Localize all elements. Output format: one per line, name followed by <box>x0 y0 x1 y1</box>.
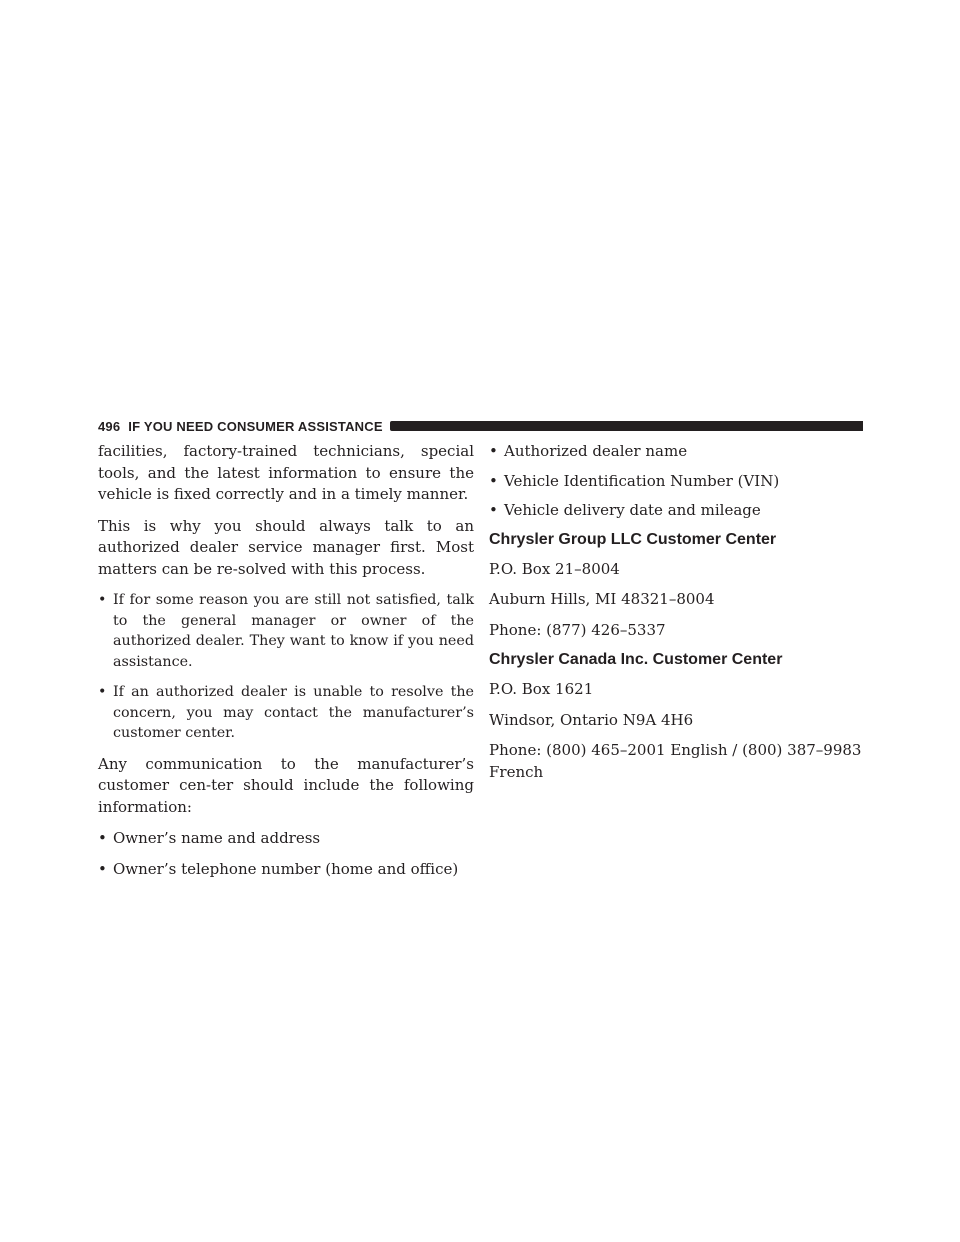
list-item <box>489 500 869 522</box>
canada-center-city: Windsor, Ontario N9A 4H6 <box>489 710 694 729</box>
bullet: • <box>98 829 107 847</box>
us-center-phone: Phone: (877) 426–5337 <box>489 620 666 639</box>
list-item-text: If an authorized dealer is unable to resolve the concern, you may contact the manufacturer’s customer center. <box>113 684 474 741</box>
left-column <box>98 441 474 889</box>
canada-center-heading: Chrysler Canada Inc. Customer Center <box>489 651 783 668</box>
bullet: • <box>98 592 107 608</box>
list-item <box>489 441 869 463</box>
list-item <box>98 590 474 672</box>
section-title: IF YOU NEED CONSUMER ASSISTANCE <box>128 418 383 434</box>
us-center-heading: Chrysler Group LLC Customer Center <box>489 530 777 548</box>
bullet: • <box>489 501 498 519</box>
paragraph-communication: Any communication to the manufacturer’s customer cen-ter should include the following information: <box>98 754 474 816</box>
list-item <box>98 859 474 881</box>
paragraph-facilities: facilities, factory-trained technicians, special tools, and the latest information to ensure the vehicle is fixed correctly and in a timely manner. <box>98 442 474 503</box>
bullet: • <box>98 684 107 700</box>
page-header <box>98 417 863 435</box>
escalation-list <box>98 590 474 744</box>
list-item <box>98 682 474 744</box>
information-list <box>98 828 474 880</box>
canada-center-po-box: P.O. Box 1621 <box>489 680 594 698</box>
bullet: • <box>98 859 107 878</box>
page-number: 496 <box>98 418 121 434</box>
canada-center-phone: Phone: (800) 465–2001 English / (800) 387–9983 French <box>489 741 862 781</box>
right-column <box>489 441 869 792</box>
list-item-text: If for some reason you are still not satisfied, talk to the general manager or owner of the authorized dealer. They want to know if you need assistance. <box>113 592 474 670</box>
header-rule <box>390 421 863 431</box>
us-center-po-box: P.O. Box 21–8004 <box>489 559 620 578</box>
information-list-continued <box>489 441 869 522</box>
list-item <box>489 471 869 493</box>
list-item-text: Authorized dealer name <box>504 442 688 460</box>
bullet: • <box>489 471 498 490</box>
list-item-text: Owner’s telephone number (home and office) <box>113 859 459 878</box>
list-item <box>98 828 474 850</box>
list-item-text: Vehicle delivery date and mileage <box>504 501 761 519</box>
us-center-city: Auburn Hills, MI 48321–8004 <box>489 590 715 608</box>
paragraph-talk-to-dealer: This is why you should always talk to an authorized dealer service manager first. Most matters can be re-solved with this process. <box>98 516 474 578</box>
list-item-text: Owner’s name and address <box>113 829 321 847</box>
list-item-text: Vehicle Identification Number (VIN) <box>504 471 780 490</box>
bullet: • <box>489 442 498 460</box>
